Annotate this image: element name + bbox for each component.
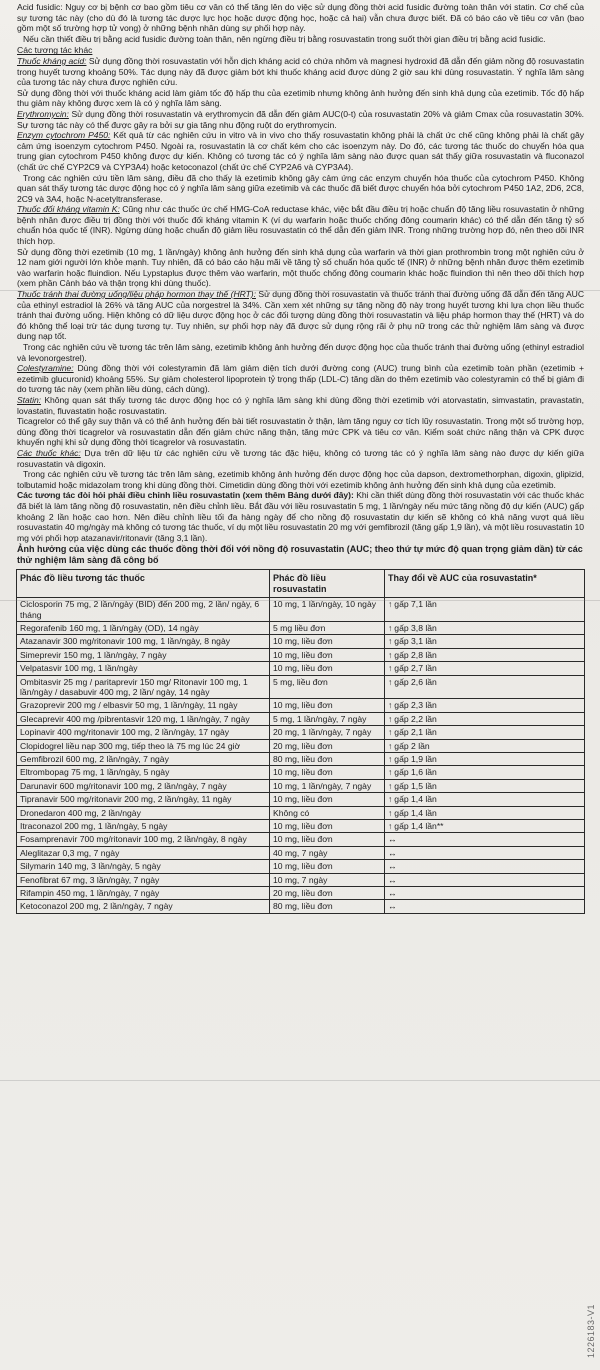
table-row <box>17 846 585 859</box>
increase-arrow-icon: ↑ <box>388 663 393 674</box>
table-row <box>17 635 585 648</box>
table-body <box>17 598 585 914</box>
cell-regimen: Grazoprevir 200 mg / elbasvir 50 mg, 1 lần/ngày, 11 ngày <box>17 699 270 712</box>
increase-arrow-icon: ↑ <box>388 622 393 633</box>
cell-auc-change <box>385 779 585 792</box>
col-header-auc-change: Thay đổi về AUC của rosuvastatin* <box>385 570 585 598</box>
para-colestyramine-text: Dùng đồng thời với colestyramin đã làm giảm diện tích dưới đường cong (AUC) trung bình của ezetimib toàn phần (ezetimib + ezetimib glucuronid) khoảng 55%. Sự giảm cholesterol lipoprotein tỷ trọng thấp (LDL-C) tăng dần do thêm ezetimib vào colestyramin có thể bị giảm đi do tương tác này (xem phần liều dùng, cách dùng). <box>17 363 584 395</box>
para-antacid <box>17 56 584 88</box>
increase-arrow-icon: ↑ <box>388 727 393 738</box>
cell-rosuvastatin-dose: 10 mg, 1 lần/ngày, 10 ngày <box>270 598 385 622</box>
para-other-drugs <box>17 448 584 469</box>
col-header-regimen: Phác đồ liều tương tác thuốc <box>17 570 270 598</box>
para-dapsone: Trong các nghiên cứu về tương tác trên lâm sàng, ezetimib không ảnh hưởng đến dược động học của dapson, dextromethorphan, digoxin, glipizid, tolbutamid hoặc midazolam trong khi dùng đồng thời. Cimetidin dùng đồng thời với ezetimib không ảnh hưởng đến sinh khả dụng của ezetimib. <box>17 469 584 490</box>
cell-auc-change <box>385 900 585 913</box>
cell-rosuvastatin-dose: 5 mg liều đơn <box>270 621 385 634</box>
cell-rosuvastatin-dose: 10 mg, liều đơn <box>270 635 385 648</box>
increase-arrow-icon: ↑ <box>388 753 393 764</box>
increase-arrow-icon: ↑ <box>388 700 393 711</box>
cell-rosuvastatin-dose: 40 mg, 7 ngày <box>270 846 385 859</box>
cell-auc-change <box>385 793 585 806</box>
cell-regimen: Eltrombopag 75 mg, 1 lần/ngày, 5 ngày <box>17 766 270 779</box>
cell-rosuvastatin-dose: 10 mg, liều đơn <box>270 833 385 846</box>
increase-arrow-icon: ↑ <box>388 649 393 660</box>
auc-change-value: ↔ <box>388 847 397 858</box>
cell-auc-change <box>385 712 585 725</box>
cell-rosuvastatin-dose: 5 mg, liều đơn <box>270 675 385 699</box>
cell-rosuvastatin-dose: Không có <box>270 806 385 819</box>
para-other-drugs-text: Dựa trên dữ liệu từ các nghiên cứu về tương tác đặc hiệu, không có tương tác có ý nghĩa lâm sàng nào được dự kiến giữa rosuvastatin và digoxin. <box>17 447 585 469</box>
auc-change-value: gấp 2,3 lần <box>394 700 437 711</box>
cell-rosuvastatin-dose: 10 mg, liều đơn <box>270 793 385 806</box>
table-row <box>17 873 585 886</box>
auc-change-value: gấp 2 lần <box>394 740 430 751</box>
auc-change-value: ↔ <box>388 874 397 885</box>
cell-auc-change <box>385 662 585 675</box>
table-row <box>17 833 585 846</box>
cell-rosuvastatin-dose: 10 mg, 1 lần/ngày, 7 ngày <box>270 779 385 792</box>
para-antacid-text: Sử dụng đồng thời rosuvastatin với hỗn dịch kháng acid có chứa nhôm và magnesi hydroxid đã dẫn đến giảm nồng độ rosuvastatin trong huyết tương khoảng 50%. Tác dụng này đã được giảm bớt khi thuốc kháng acid được dùng 2 giờ sau khi dùng rosuvastatin. Ý nghĩa lâm sàng của tương tác này chưa được nghiên cứu. <box>17 55 584 88</box>
cell-auc-change <box>385 860 585 873</box>
print-code: 1226183-V1 <box>586 1303 596 1358</box>
cell-rosuvastatin-dose: 10 mg, liều đơn <box>270 820 385 833</box>
cell-rosuvastatin-dose: 80 mg, liều đơn <box>270 900 385 913</box>
cell-regimen: Velpatasvir 100 mg, 1 lần/ngày <box>17 662 270 675</box>
para-ethinyl: Trong các nghiên cứu về tương tác trên lâm sàng, ezetimib không ảnh hưởng đến dược động học của thuốc tránh thai đường uống (ethinyl estradiol và levonorgestrel). <box>17 342 584 363</box>
cell-rosuvastatin-dose: 10 mg, liều đơn <box>270 860 385 873</box>
cell-regimen: Lopinavir 400 mg/ritonavir 100 mg, 2 lần/ngày, 17 ngày <box>17 726 270 739</box>
cell-regimen: Regorafenib 160 mg, 1 lần/ngày (OD), 14 ngày <box>17 621 270 634</box>
cell-rosuvastatin-dose: 20 mg, 1 lần/ngày, 7 ngày <box>270 726 385 739</box>
cell-rosuvastatin-dose: 10 mg, 7 ngày <box>270 873 385 886</box>
auc-change-value: ↔ <box>388 861 397 872</box>
cell-rosuvastatin-dose: 10 mg, liều đơn <box>270 648 385 661</box>
cell-regimen: Dronedaron 400 mg, 2 lần/ngày <box>17 806 270 819</box>
cell-regimen: Ciclosporin 75 mg, 2 lần/ngày (BID) đến 200 mg, 2 lần/ ngày, 6 tháng <box>17 598 270 622</box>
auc-change-value: gấp 7,1 lần <box>394 599 437 610</box>
cell-auc-change <box>385 621 585 634</box>
cell-auc-change <box>385 739 585 752</box>
term-hrt: Thuốc tránh thai đường uống/liệu pháp hormon thay thế (HRT): <box>17 289 256 300</box>
term-vitamin-k: Thuốc đối kháng vitamin K: <box>17 204 120 215</box>
para-colestyramine <box>17 363 584 395</box>
table-heading: Ảnh hưởng của việc dùng các thuốc đồng thời đối với nồng độ rosuvastatin (AUC; theo thứ tự mức độ quan trọng giảm dần) từ các thử nghiệm lâm sàng đã công bố <box>17 544 583 566</box>
cell-auc-change <box>385 598 585 622</box>
cell-rosuvastatin-dose: 20 mg, liều đơn <box>270 739 385 752</box>
cell-regimen: Itraconazol 200 mg, 1 lần/ngày, 5 ngày <box>17 820 270 833</box>
cell-auc-change <box>385 846 585 859</box>
term-statin: Statin: <box>17 394 42 405</box>
term-dose-adjust: Các tương tác đòi hỏi phải điều chỉnh liều rosuvastatin (xem thêm Bảng dưới đây): <box>17 490 354 501</box>
cell-regimen: Fosamprenavir 700 mg/ritonavir 100 mg, 2 lần/ngày, 8 ngày <box>17 833 270 846</box>
para-erythromycin-text: Sử dụng đồng thời rosuvastatin và erythromycin đã dẫn đến giảm AUC(0-t) của rosuvastatin 20% và giảm Cmax của rosuvastatin 30%. Sự tương tác này có thể được gây ra bởi sự gia tăng nhu động ruột do erythromycin. <box>17 108 584 130</box>
term-cyp450: Enzym cytochrom P450: <box>17 130 111 141</box>
cell-regimen: Ombitasvir 25 mg / paritaprevir 150 mg/ Ritonavir 100 mg, 1 lần/ngày / dasabuvir 400 mg, 2 lần/ ngày, 14 ngày <box>17 675 270 699</box>
auc-change-value: gấp 1,4 lần** <box>394 821 444 831</box>
para-hrt-text: Sử dụng đồng thời rosuvastatin và thuốc tránh thai đường uống đã dẫn đến tăng AUC của ethinyl estradiol là 26% và tăng AUC của norgestrel là 34%. Cần xem xét những sự tăng nồng độ này trong huyết tương khi lựa chọn liều thuốc tránh thai đường uống. Hiện không có dữ liệu dược động học ở các đối tượng dùng đồng thời rosuvastatin và liệu pháp hormon thay thế (HRT) và do đó không thể loại trừ tác dụng tương tự. Tuy nhiên, sự phối hợp này đã được sử dụng rộng rãi ở phụ nữ trong các thử nghiệm lâm sàng và được dung nạp tốt. <box>17 289 584 342</box>
increase-arrow-icon: ↑ <box>388 780 393 791</box>
term-antacid: Thuốc kháng acid: <box>17 55 87 66</box>
cell-regimen: Fenofibrat 67 mg, 3 lần/ngày, 7 ngày <box>17 873 270 886</box>
cell-regimen: Clopidogrel liều nạp 300 mg, tiếp theo là 75 mg lúc 24 giờ <box>17 739 270 752</box>
cell-auc-change <box>385 726 585 739</box>
increase-arrow-icon: ↑ <box>388 599 393 610</box>
increase-arrow-icon: ↑ <box>388 676 393 687</box>
auc-change-value: gấp 1,5 lần <box>394 780 437 791</box>
para-preclinical: Trong các nghiên cứu tiền lâm sàng, điều đã cho thấy là ezetimib không gây cảm ứng các enzym chuyển hóa thuốc của cytochrom P450. Không quan sát thấy tương tác dược động học có ý nghĩa lâm sàng giữa ezetimib và các thuốc đã biết được chuyển hóa bởi cytochrom P450 1A2, 2D6, 2C8, 2C9 và 3A4, hoặc N-acetyltransferase. <box>17 172 584 204</box>
table-row <box>17 820 585 833</box>
cell-regimen: Ketoconazol 200 mg, 2 lần/ngày, 7 ngày <box>17 900 270 913</box>
cell-auc-change <box>385 699 585 712</box>
para-cyp450 <box>17 130 584 172</box>
table-header-row <box>17 570 585 598</box>
cell-regimen: Simeprevir 150 mg, 1 lần/ngày, 7 ngày <box>17 648 270 661</box>
term-colestyramine: Colestyramine: <box>17 363 74 374</box>
auc-change-value: gấp 1,6 lần <box>394 767 437 778</box>
cell-regimen: Glecaprevir 400 mg /pibrentasvir 120 mg, 1 lần/ngày, 7 ngày <box>17 712 270 725</box>
cell-rosuvastatin-dose: 80 mg, liều đơn <box>270 752 385 765</box>
cell-regimen: Tipranavir 500 mg/ritonavir 200 mg, 2 lần/ngày, 11 ngày <box>17 793 270 806</box>
section-heading-other: Các tương tác khác <box>17 45 93 56</box>
auc-change-value: gấp 2,1 lần <box>394 727 437 738</box>
cell-auc-change <box>385 833 585 846</box>
auc-change-value: gấp 2,6 lần <box>394 676 437 687</box>
table-row <box>17 900 585 913</box>
para-ezetimibe-absorb: Sử dụng đồng thời với thuốc kháng acid làm giảm tốc độ hấp thu của ezetimib nhưng không ảnh hưởng đến sinh khả dụng của ezetimib. Tốc độ hấp thu giảm này không được xem là có ý nghĩa lâm sàng. <box>17 87 584 109</box>
cell-regimen: Gemfibrozil 600 mg, 2 lần/ngày, 7 ngày <box>17 752 270 765</box>
auc-change-value: ↔ <box>388 834 397 845</box>
para-fusidic-stop: Nếu cần thiết điều trị bằng acid fusidic đường toàn thân, nên ngừng điều trị bằng rosuvastatin trong suốt thời gian điều trị bằng acid fusidic. <box>23 33 546 44</box>
cell-auc-change <box>385 752 585 765</box>
auc-change-value: gấp 2,2 lần <box>394 713 437 724</box>
term-erythromycin: Erythromycin: <box>17 108 69 119</box>
cell-rosuvastatin-dose: 10 mg, liều đơn <box>270 766 385 779</box>
para-statin-text: Không quan sát thấy tương tác dược động học có ý nghĩa lâm sàng khi dùng đồng thời ezetimib với atorvastatin, simvastatin, pravastatin, lovastatin, fluvastatin hoặc rosuvastatin. <box>17 394 584 416</box>
auc-change-value: gấp 2,8 lần <box>394 649 437 660</box>
para-statin <box>17 395 584 416</box>
cell-auc-change <box>385 873 585 886</box>
cell-auc-change <box>385 675 585 699</box>
term-other-drugs: Các thuốc khác: <box>17 447 81 458</box>
cell-auc-change <box>385 635 585 648</box>
auc-change-value: ↔ <box>388 901 397 912</box>
auc-change-value: gấp 2,7 lần <box>394 663 437 674</box>
auc-change-value: gấp 1,9 lần <box>394 753 437 764</box>
table-row <box>17 806 585 819</box>
cell-regimen: Aleglitazar 0,3 mg, 7 ngày <box>17 846 270 859</box>
table-row <box>17 793 585 806</box>
table-row <box>17 675 585 699</box>
auc-change-value: gấp 3,1 lần <box>394 636 437 647</box>
cell-auc-change <box>385 820 585 833</box>
auc-change-value: gấp 1,4 lần <box>394 807 437 818</box>
table-row <box>17 752 585 765</box>
auc-change-value: gấp 1,4 lần <box>394 794 437 805</box>
increase-arrow-icon: ↑ <box>388 740 393 751</box>
table-row <box>17 887 585 900</box>
para-erythromycin <box>17 109 584 130</box>
cell-regimen: Silymarin 140 mg, 3 lần/ngày, 5 ngày <box>17 860 270 873</box>
table-row <box>17 779 585 792</box>
cell-rosuvastatin-dose: 10 mg, liều đơn <box>270 662 385 675</box>
para-hrt <box>17 289 584 342</box>
increase-arrow-icon: ↑ <box>388 807 393 818</box>
auc-change-value: gấp 3,8 lần <box>394 622 437 633</box>
cell-rosuvastatin-dose: 10 mg, liều đơn <box>270 699 385 712</box>
cell-auc-change <box>385 766 585 779</box>
para-dose-adjust <box>17 490 584 543</box>
table-row <box>17 648 585 661</box>
table-row <box>17 726 585 739</box>
increase-arrow-icon: ↑ <box>388 794 393 805</box>
table-row <box>17 598 585 622</box>
table-row <box>17 621 585 634</box>
paper-fold <box>0 600 600 601</box>
para-fusidic: Acid fusidic: Nguy cơ bị bệnh cơ bao gồm tiêu cơ vân có thể tăng lên do việc sử dụng đồng thời acid fusidic đường toàn thân với statin. Cơ chế của sự tương tác này (cho dù đó là tương tác dược lực học hoặc dược động học, hoặc cả hai) vẫn chưa được biết. Đã có báo cáo về tiêu cơ vân (bao gồm một số trường hợp tử vong) ở những bệnh nhân dùng sự phối hợp này. <box>17 2 584 34</box>
table-row <box>17 766 585 779</box>
para-dose-adjust-text: Khi cần thiết dùng đồng thời rosuvastatin với các thuốc khác đã biết là làm tăng nồng độ rosuvastatin, nên điều chỉnh liều. Bắt đầu với liều rosuvastatin 5 mg, 1 lần/ngày nếu mức tăng nồng độ dự kiến (AUC) gấp khoảng 2 lần hoặc cao hơn. Nên điều chỉnh liều tối đa hàng ngày để cho nồng độ rosuvastatin dự kiến sẽ không có khả năng vượt quá liều rosuvastatin 40 mg/ngày mà không có tương tác thuốc, ví dụ một liều rosuvastatin 20 mg với gemfibrozil (tăng gấp 1,9 lần), và một liều rosuvastatin 10 mg với phối hợp atazanavir/ritonavir (tăng 3,1 lần). <box>17 490 585 543</box>
interaction-table <box>16 569 585 914</box>
table-row <box>17 739 585 752</box>
increase-arrow-icon: ↑ <box>388 767 393 778</box>
para-vitamin-k <box>17 204 584 246</box>
table-row <box>17 699 585 712</box>
paper-fold <box>0 1080 600 1081</box>
table-row <box>17 712 585 725</box>
para-ticagrelor: Ticagrelor có thể gây suy thận và có thể ảnh hưởng đến bài tiết rosuvastatin ở thận, làm tăng nguy cơ tích lũy rosuvastatin. Trong một số trường hợp, dùng đồng thời ticagrelor và rosuvastatin dẫn đến giảm chức năng thận, tăng mức CPK và tiêu cơ vân. Kiểm soát chức năng thận và CPK được khuyến nghị khi sử dụng đồng thời ticagrelor và rosuvastatin. <box>17 416 584 448</box>
para-cyp450-text: Kết quả từ các nghiên cứu in vitro và in vivo cho thấy rosuvastatin không phải là chất ức chế cũng không phải là chất gây cảm ứng isoenzym cytochrom P450. Ngoài ra, rosuvastatin là cơ chất kém cho các isoenzym này. Do đó, các tương tác thuốc do chuyển hóa qua trung gian cytochrom P450 không được dự kiến. Không có tương tác có ý nghĩa lâm sàng nào được quan sát thấy giữa rosuvastatin và fluconazol (chất ức chế CYP2C9 và CYP3A4) hoặc ketoconazol (chất ức chế CYP2A6 và CYP3A4). <box>17 130 584 172</box>
col-header-rosuvastatin-dose: Phác đồ liều rosuvastatin <box>270 570 385 598</box>
increase-arrow-icon: ↑ <box>388 713 393 724</box>
para-vitamin-k-text: Cũng như các thuốc ức chế HMG-CoA reductase khác, việc bắt đầu điều trị hoặc chuẩn độ tăng liều rosuvastatin ở những bệnh nhân được điều trị đồng thời với thuốc đối kháng vitamin K (ví dụ warfarin hoặc thuốc chống đông coumarin khác) có thể dẫn đến tăng tỷ số chuẩn hóa quốc tế (INR). Ngừng dùng hoặc chuẩn độ giảm liều rosuvastatin có thể dẫn đến giảm INR. Trong những trường hợp đó, nên theo dõi INR thích hợp. <box>17 204 584 247</box>
cell-auc-change <box>385 806 585 819</box>
cell-regimen: Darunavir 600 mg/ritonavir 100 mg, 2 lần/ngày, 7 ngày <box>17 779 270 792</box>
table-row <box>17 662 585 675</box>
cell-auc-change <box>385 648 585 661</box>
increase-arrow-icon: ↑ <box>388 636 393 647</box>
paper-fold <box>0 290 600 291</box>
cell-auc-change <box>385 887 585 900</box>
table-row <box>17 860 585 873</box>
increase-arrow-icon: ↑ <box>388 821 393 831</box>
cell-rosuvastatin-dose: 20 mg, liều đơn <box>270 887 385 900</box>
cell-regimen: Rifampin 450 mg, 1 lần/ngày, 7 ngày <box>17 887 270 900</box>
cell-rosuvastatin-dose: 5 mg, 1 lần/ngày, 7 ngày <box>270 712 385 725</box>
para-warfarin: Sử dụng đồng thời ezetimib (10 mg, 1 lần/ngày) không ảnh hưởng đến sinh khả dụng của warfarin và thời gian prothrombin trong một nghiên cứu ở 12 nam giới người lớn khỏe mạnh. Tuy nhiên, đã có báo cáo hậu mãi về tăng tỷ số chuẩn hóa quốc tế (INR) ở những bệnh nhân được thêm ezetimib vào warfarin hoặc fluindion. Nếu Lypstaplus được thêm vào warfarin, một thuốc chống đông coumarin khác hoặc fluindion thì nên theo dõi thích hợp (xem phần Cảnh báo và thận trọng khi dùng thuốc). <box>17 246 584 289</box>
cell-regimen: Atazanavir 300 mg/ritonavir 100 mg, 1 lần/ngày, 8 ngày <box>17 635 270 648</box>
auc-change-value: ↔ <box>388 888 397 899</box>
